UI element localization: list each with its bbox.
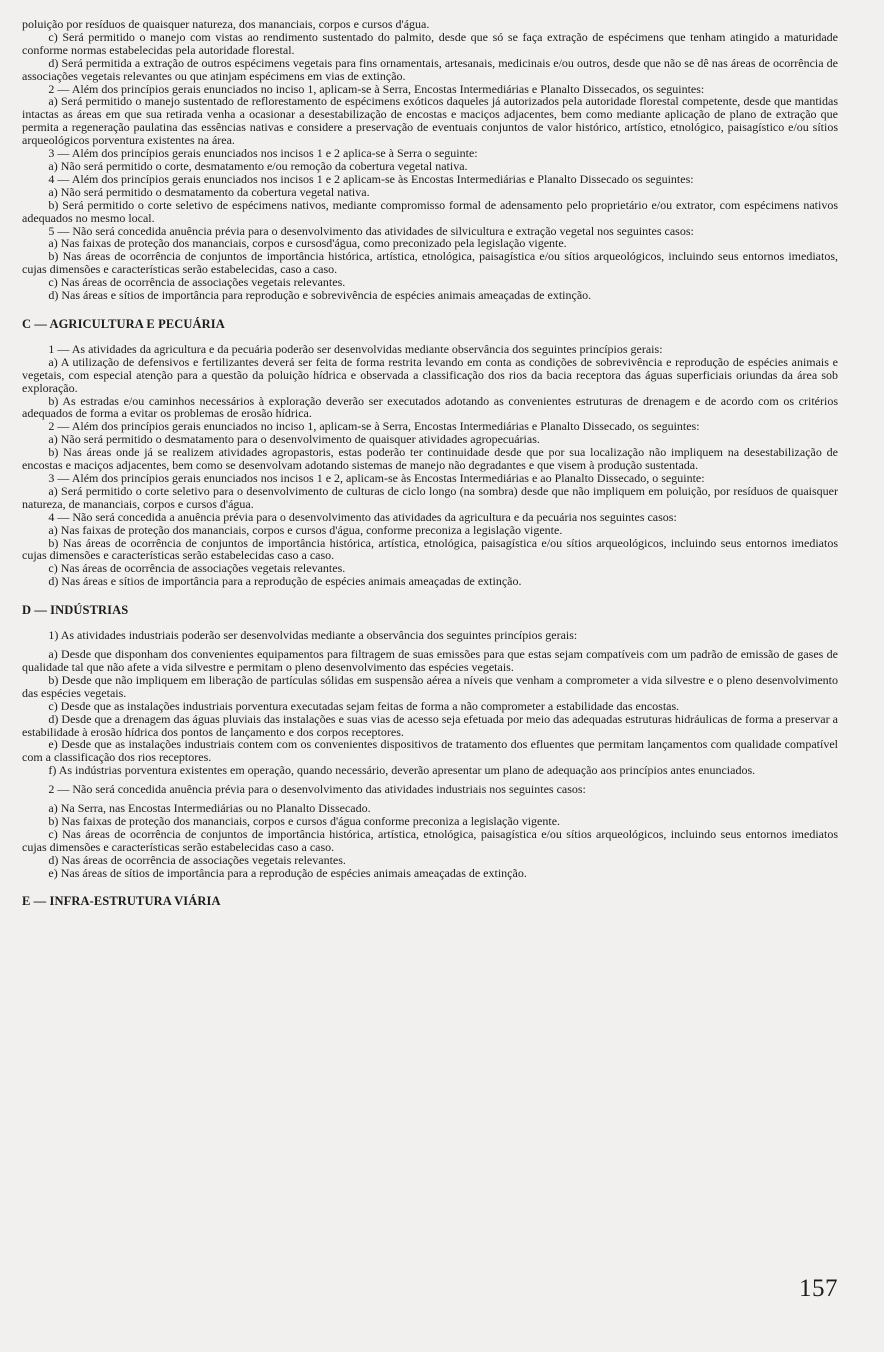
paragraph: 2 — Além dos princípios gerais enunciados no inciso 1, aplicam-se à Serra, Encostas Intermediárias e Planalto Dissecado, os seguintes: <box>48 419 700 434</box>
paragraph: b) Nas faixas de proteção dos mananciais, corpos e cursos d'água conforme preconiza a legislação vigente. <box>48 813 561 828</box>
paragraph: d) Nas áreas e sítios de importância para a reprodução de espécies animais ameaçadas de extinção. <box>48 574 522 589</box>
paragraph: poluição por resíduos de quaisquer natureza, dos mananciais, corpos e cursos d'água. <box>22 17 430 31</box>
paragraph: c) Nas áreas de ocorrência de associações vegetais relevantes. <box>48 275 346 290</box>
paragraph: a) Será permitido o corte seletivo para o desenvolvimento de culturas de ciclo longo (na sombra) desde que não impliquem em poluição, por resíduos de quaisquer natureza, de mananciais, corpos e cursos d'água. <box>22 483 838 511</box>
section-heading: D — INDÚSTRIAS <box>22 603 129 618</box>
paragraph: b) As estradas e/ou caminhos necessários à exploração deverão ser executados adotando as convenientes estruturas de drenagem e de acordo com os critérios adequados de forma a evitar os problemas de erosão hídrica. <box>22 393 838 421</box>
paragraph: d) Nas áreas de ocorrência de associações vegetais relevantes. <box>48 852 346 867</box>
paragraph: b) Será permitido o corte seletivo de espécimens nativos, mediante compromisso formal de adensamento pelo proprietário e/ou extrator, com espécimens nativos adequados no mesmo local. <box>22 197 838 225</box>
paragraph: 4 — Não será concedida a anuência prévia para o desenvolvimento das atividades da agricultura e da pecuária nos seguintes casos: <box>48 509 677 524</box>
paragraph: a) Será permitido o manejo sustentado de reflorestamento de espécimens exóticos daqueles já autorizados pela autoridade florestal competente, desde que mantidas intactas as áreas em que sua retirada venha a ocasionar a desestabilização de encostas e maciços adjacentes, bem como mediante aplicação de plano de extração que permita a regeneração paulatina das essências nativas e considere a preservação de eventuais conjuntos de valor histórico, artístico, etnológico, paisagístico e/ou sítios arqueológicos porventura existentes na área. <box>22 94 838 148</box>
paragraph: b) Nas áreas de ocorrência de conjuntos de importância histórica, artística, etnológica, paisagística e/ou sítios arqueológicos, incluindo seus entornos imediatos cujas dimensões e características serão estabelecidas caso a caso. <box>22 535 838 563</box>
paragraph: d) Nas áreas e sítios de importância para reprodução e sobrevivência de espécies animais ameaçadas de extinção. <box>48 288 592 303</box>
paragraph: a) Não será permitido o desmatamento para o desenvolvimento de quaisquer atividades agropecuárias. <box>48 432 540 447</box>
paragraph: d) Desde que a drenagem das águas pluviais das instalações e suas vias de acesso seja efetuada por meio das adequadas estruturas hidráulicas de forma a preservar a estabilidade à erosão hídrica dos pontos de lançamento e dos corpos receptores. <box>22 711 838 739</box>
paragraph: e) Nas áreas de sítios de importância para a reprodução de espécies animais ameaçadas de extinção. <box>48 865 527 880</box>
paragraph: e) Desde que as instalações industriais contem com os convenientes dispositivos de tratamento dos efluentes que permitam lançamentos com qualidade compatível com a classificação dos rios receptores. <box>22 737 838 765</box>
paragraph: c) Desde que as instalações industriais porventura executadas sejam feitas de forma a não comprometer a estabilidade das encostas. <box>48 698 680 713</box>
paragraph: c) Será permitido o manejo com vistas ao rendimento sustentado do palmito, desde que só se faça extração de espécimens que tenham atingido a maturidade conforme normas estabelecidas pela autoridade florestal. <box>22 29 838 57</box>
paragraph: 2 — Não será concedida anuência prévia para o desenvolvimento das atividades industriais nos seguintes casos: <box>48 782 586 797</box>
paragraph: b) Desde que não impliquem em liberação de partículas sólidas em suspensão aérea a níveis que venham a comprometer a vida silvestre e o pleno desenvolvimento das espécies vegetais. <box>22 672 838 700</box>
paragraph: f) As indústrias porventura existentes em operação, quando necessário, deverão apresentar um plano de adequação aos princípios antes enunciados. <box>48 763 756 778</box>
paragraph: a) Não será permitido o desmatamento da cobertura vegetal nativa. <box>48 184 370 199</box>
paragraph: a) Desde que disponham dos convenientes equipamentos para filtragem de suas emissões para que estas sejam compatíveis com um padrão de emissão de gases de qualidade tal que não afete a vida silvestre e permitam o pleno desenvolvimento das espécies vegetais. <box>22 647 838 674</box>
paragraph: 2 — Além dos princípios gerais enunciados no inciso 1, aplicam-se à Serra, Encostas Intermediárias e Planalto Dissecados, os seguintes: <box>48 81 705 96</box>
page-number: 157 <box>799 1275 838 1302</box>
paragraph: c) Nas áreas de ocorrência de associações vegetais relevantes. <box>48 561 346 576</box>
paragraph: 3 — Além dos princípios gerais enunciados nos incisos 1 e 2, aplicam-se às Encostas Intermediárias e ao Planalto Dissecado, o seguinte: <box>48 471 705 485</box>
paragraph: a) Não será permitido o corte, desmatamento e/ou remoção da cobertura vegetal nativa. <box>48 158 468 173</box>
paragraph: a) Nas faixas de proteção dos mananciais, corpos e cursosd'água, como preconizado pela legislação vigente. <box>48 236 567 251</box>
paragraph: a) Nas faixas de proteção dos mananciais, corpos e cursos d'água, conforme preconiza a legislação vigente. <box>48 522 563 537</box>
paragraph: a) Na Serra, nas Encostas Intermediárias ou no Planalto Dissecado. <box>48 801 371 816</box>
document-body <box>22 18 838 909</box>
section-heading: C — AGRICULTURA E PECUÁRIA <box>22 316 225 331</box>
paragraph: b) Nas áreas onde já se realizem atividades agropastoris, estas poderão ter continuidade desde que por sua localização não impliquem na desestabilização de encostas e maciços adjacentes, bem como se desenvolvam adotando sistemas de manejo não degradantes e que visem à produção sustentada. <box>22 445 838 473</box>
paragraph: 5 — Não será concedida anuência prévia para o desenvolvimento das atividades de silvicultura e extração vegetal nos seguintes casos: <box>48 223 694 238</box>
paragraph: d) Será permitida a extração de outros espécimens vegetais para fins ornamentais, artesanais, medicinais e/ou outros, desde que não se dê nas áreas de ocorrência de associações vegetais relevantes ou que atinjam espécimens em vias de extinção. <box>22 55 838 83</box>
paragraph: c) Nas áreas de ocorrência de conjuntos de importância histórica, artística, etnológica, paisagística e/ou sítios arqueológicos, incluindo seus entornos imediatos cujas dimensões e características serão estabelecidas caso a caso. <box>22 826 838 854</box>
paragraph: a) A utilização de defensivos e fertilizantes deverá ser feita de forma restrita levando em conta as condições de sobrevivência e reprodução de espécies animais e vegetais, com especial atenção para a questão da poluição hídrica e observada a classificação dos rios da bacia receptora das águas superficiais oriundas da área sob exploração. <box>22 354 838 395</box>
section-heading: E — INFRA-ESTRUTURA VIÁRIA <box>22 894 221 909</box>
paragraph: 4 — Além dos princípios gerais enunciados nos incisos 1 e 2 aplicam-se às Encostas Intermediárias e Planalto Dissecado os seguintes: <box>48 171 694 186</box>
paragraph: b) Nas áreas de ocorrência de conjuntos de importância histórica, artística, etnológica, paisagística e/ou sítios arqueológicos, incluindo seus entornos imediatos, cujas dimensões e características serão estabelecidas, caso a caso. <box>22 249 838 277</box>
paragraph: 3 — Além dos princípios gerais enunciados nos incisos 1 e 2 aplica-se à Serra o seguinte: <box>48 146 478 161</box>
paragraph: 1) As atividades industriais poderão ser desenvolvidas mediante a observância dos seguintes princípios gerais: <box>48 628 578 643</box>
paragraph: 1 — As atividades da agricultura e da pecuária poderão ser desenvolvidas mediante observância dos seguintes princípios gerais: <box>48 341 663 356</box>
